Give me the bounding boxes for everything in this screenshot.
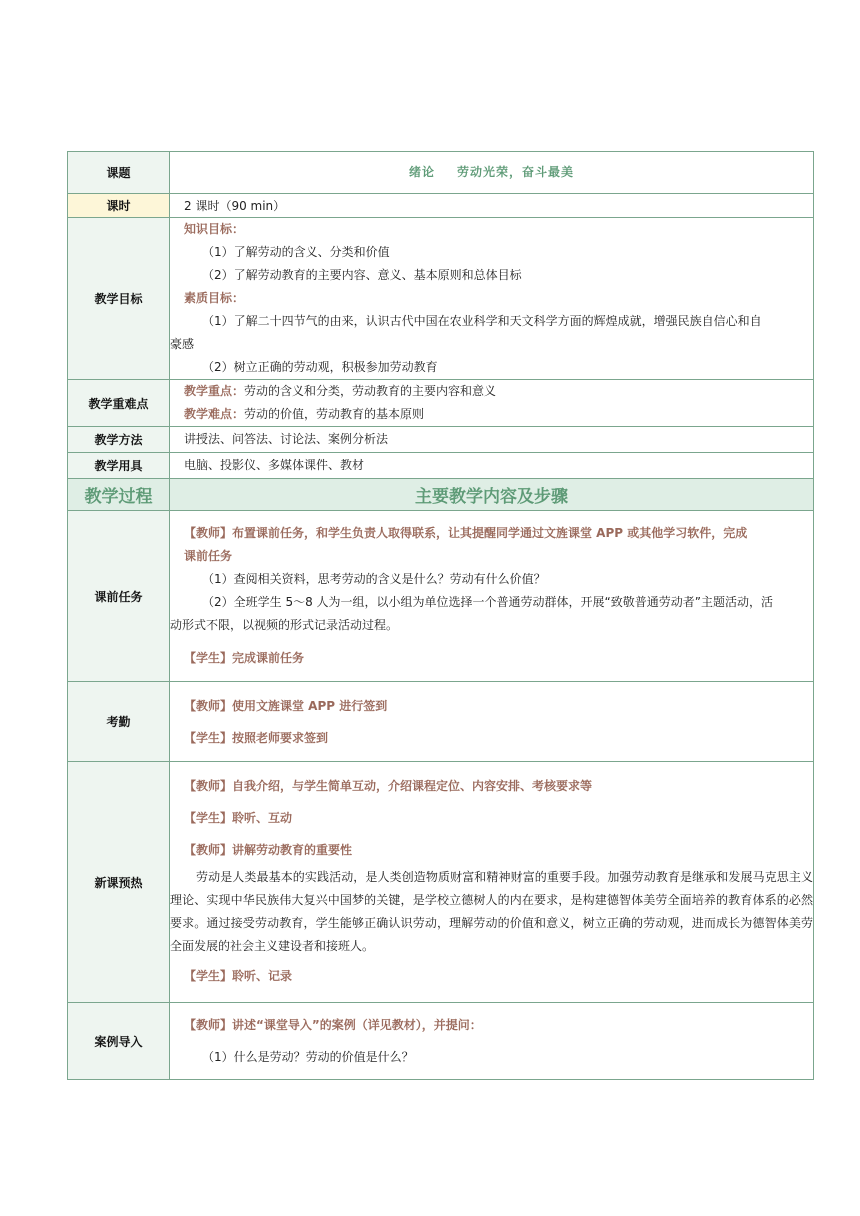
- knowledge-item-2: （2）了解劳动教育的主要内容、意义、基本原则和总体目标: [202, 268, 522, 282]
- row-methods: [68, 427, 814, 453]
- pre-task-item-1: （1）查阅相关资料，思考劳动的含义是什么？劳动有什么价值？: [202, 572, 546, 586]
- methods-value: 讲授法、问答法、讨论法、案例分析法: [184, 432, 389, 446]
- label-topic: 课题: [68, 152, 170, 194]
- difficult-point: 教学难点：劳动的价值，劳动教育的基本原则: [184, 407, 425, 421]
- quality-item-1b: 豪感: [170, 337, 195, 351]
- warmup-paragraph: 劳动是人类最基本的实践活动，是人类创造物质财富和精神财富的重要手段。加强劳动教育是继承和发展马克思主义理论、实现中华民族伟大复兴中国梦的关键，是学校立德树人的内在要求，是构建德智体美劳全面培养的教育体系的必然要求。通过接受劳动教育，学生能够正确认识劳动，理解劳动的价值和意义，树立正确的劳动观，进而成长为德智体美劳全面发展的社会主义建设者和接班人。: [170, 870, 813, 953]
- label-tools: 教学用具: [68, 453, 170, 479]
- row-topic: [68, 152, 814, 194]
- pre-task-item-2a: （2）全班学生 5～8 人为一组，以小组为单位选择一个普通劳动群体，开展“致敬普通劳动者”主题活动，活: [202, 595, 773, 609]
- quality-item-2: （2）树立正确的劳动观，积极参加劳动教育: [202, 360, 438, 374]
- pre-task-student: 【学生】完成课前任务: [184, 651, 305, 665]
- case-teacher: 【教师】讲述“课堂导入”的案例（详见教材），并提问：: [184, 1018, 482, 1032]
- tools-value: 电脑、投影仪、多媒体课件、教材: [184, 458, 365, 472]
- title-part-a: 绪论: [408, 165, 435, 179]
- case-question-1: （1）什么是劳动？劳动的价值是什么？: [202, 1050, 414, 1064]
- label-case: 案例导入: [68, 1003, 170, 1080]
- knowledge-heading: 知识目标：: [184, 222, 245, 236]
- key-point: 教学重点：劳动的含义和分类，劳动教育的主要内容和意义: [184, 384, 497, 398]
- warmup-student-2: 【学生】聆听、记录: [184, 969, 293, 983]
- label-warmup: 新课预热: [68, 762, 170, 1003]
- label-pre-task: 课前任务: [68, 511, 170, 682]
- row-tools: [68, 453, 814, 479]
- lesson-plan-table: [67, 151, 814, 1080]
- label-keypoints: 教学重难点: [68, 380, 170, 427]
- quality-heading: 素质目标：: [184, 291, 245, 305]
- warmup-student-1: 【学生】聆听、互动: [184, 811, 293, 825]
- row-case: [68, 1003, 814, 1080]
- row-pre-task: [68, 511, 814, 682]
- label-hours: 课时: [68, 194, 170, 218]
- warmup-teacher-2: 【教师】讲解劳动教育的重要性: [184, 843, 353, 857]
- pre-task-item-2b: 动形式不限，以视频的形式记录活动过程。: [170, 618, 399, 632]
- label-attendance: 考勤: [68, 682, 170, 762]
- process-header-right: 主要教学内容及步骤: [170, 479, 814, 511]
- pre-task-teacher-b: 课前任务: [184, 549, 233, 563]
- label-objectives: 教学目标: [68, 218, 170, 380]
- row-attendance: [68, 682, 814, 762]
- title-part-b: 劳动光荣，奋斗最美: [457, 165, 575, 179]
- row-hours: [68, 194, 814, 218]
- quality-item-1a: （1）了解二十四节气的由来，认识古代中国在农业科学和天文科学方面的辉煌成就，增强民族自信心和自: [202, 314, 762, 328]
- attendance-teacher: 【教师】使用文旌课堂 APP 进行签到: [184, 698, 388, 713]
- hours-value: 2 课时（90 min）: [184, 198, 286, 213]
- warmup-teacher-1: 【教师】自我介绍，与学生简单互动，介绍课程定位、内容安排、考核要求等: [184, 779, 593, 793]
- row-objectives: [68, 218, 814, 380]
- lesson-title: [170, 152, 814, 194]
- pre-task-teacher-a: 【教师】布置课前任务，和学生负责人取得联系，让其提醒同学通过文旌课堂 APP 或其他学习软件，完成: [184, 526, 748, 540]
- row-process-header: [68, 479, 814, 511]
- process-header-left: 教学过程: [68, 479, 170, 511]
- knowledge-item-1: （1）了解劳动的含义、分类和价值: [202, 245, 390, 259]
- row-warmup: [68, 762, 814, 1003]
- label-methods: 教学方法: [68, 427, 170, 453]
- attendance-student: 【学生】按照老师要求签到: [184, 730, 329, 745]
- row-keypoints: [68, 380, 814, 427]
